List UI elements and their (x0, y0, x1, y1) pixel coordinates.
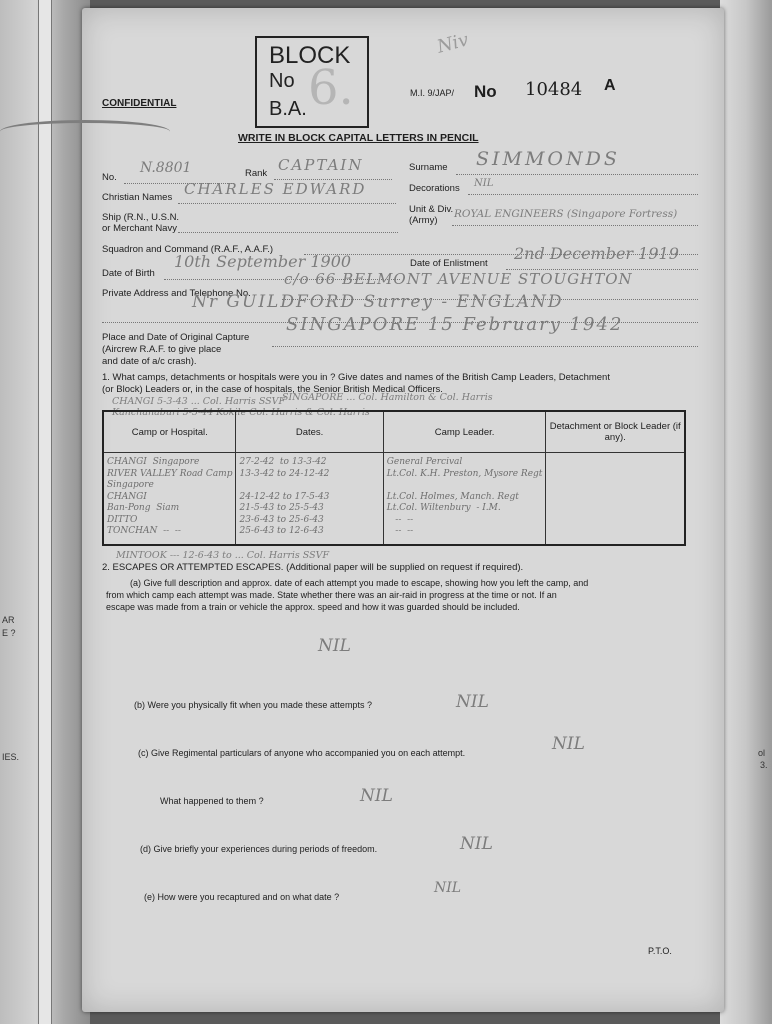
ship-label: Ship (R.N., U.S.N. (102, 212, 180, 223)
address-value: Nr GUILDFORD Surrey - ENGLAND (192, 292, 564, 312)
capture-label: Place and Date of Original Capture (102, 332, 250, 343)
q1-text: 1. What camps, detachments or hospitals were you in ? Give dates and names of the British Camp Leaders, Detachment (102, 372, 610, 383)
decorations-value: NIL (474, 178, 494, 189)
confidential-label: CONFIDENTIAL (102, 98, 177, 109)
q2d-answer: NIL (460, 834, 493, 854)
form-page (82, 8, 724, 1012)
q2b-question: (b) Were you physically fit when you made these attempts ? (134, 700, 372, 710)
capture-label: (Aircrew R.A.F. to give place (102, 344, 222, 355)
q1-hand-note: SINGAPORE ... Col. Hamilton & Col. Harris (282, 392, 493, 403)
instruction-heading: WRITE IN BLOCK CAPITAL LETTERS IN PENCIL (238, 132, 479, 144)
form-suffix: A (604, 77, 616, 94)
block-stamp-line: No (269, 70, 295, 92)
col-header-camp: Camp or Hospital. (103, 411, 236, 453)
pto-label: P.T.O. (648, 946, 672, 956)
table-row (103, 453, 685, 546)
christian-value: CHARLES EDWARD (184, 180, 367, 198)
squadron-label: Squadron and Command (R.A.F., A.A.F.) (102, 244, 274, 255)
q2-title: 2. ESCAPES OR ATTEMPTED ESCAPES. (Additional paper will be supplied on request if required). (102, 562, 524, 573)
block-hand-number: 6. (308, 60, 354, 116)
q2a-text: (a) Give full description and approx. date of each attempt you made to escape, showing how you left the camp, and (130, 578, 589, 588)
unit-value: ROYAL ENGINEERS (Singapore Fortress) (454, 208, 678, 220)
camps-table (102, 410, 686, 546)
surname-line (456, 174, 698, 175)
ref-label: M.I. 9/JAP/ (410, 88, 455, 98)
form-no-label: No (474, 82, 497, 101)
surname-value: SIMMONDS (476, 148, 620, 170)
ship-line (178, 232, 398, 233)
address-label: Private Address and Telephone No. (102, 288, 251, 299)
dob-value: 10th September 1900 (174, 252, 352, 271)
left-edge-text: AR (2, 615, 15, 625)
capture-line (272, 346, 698, 347)
q2e-question: (e) How were you recaptured and on what date ? (144, 892, 340, 902)
q2a-answer: NIL (318, 636, 351, 656)
christian-line (178, 203, 396, 204)
col-header-dates: Dates. (236, 411, 383, 453)
corner-hand-note: Niv (434, 29, 471, 58)
decorations-line (468, 194, 698, 195)
q2c2-question: What happened to them ? (160, 796, 264, 806)
table-header-row (103, 411, 685, 453)
q2b-answer: NIL (456, 692, 489, 712)
col-header-detachment: Detachment or Block Leader (if any). (546, 411, 685, 453)
right-edge-text: 3. (760, 760, 768, 770)
right-edge-text: ol (758, 748, 766, 758)
q1-hand-note: CHANGI 5-3-43 ... Col. Harris SSVF (112, 396, 286, 407)
capture-label: and date of a/c crash). (102, 356, 197, 367)
ship-label: or Merchant Navy (102, 223, 177, 234)
no-label: No. (102, 172, 117, 183)
q2c-question: (c) Give Regimental particulars of anyone who accompanied you on each attempt. (138, 748, 466, 758)
binding-string (0, 120, 170, 143)
q2c-answer: NIL (552, 734, 585, 754)
leader-cell: General Percival Lt.Col. K.H. Preston, Mysore Regt Lt.Col. Holmes, Manch. Regt Lt.Col. Wiltenbury - I.M. -- -- -- -- (386, 457, 543, 536)
q2a-text: from which camp each attempt was made. State whether there was an air-raid in progress at the time or not. If an (106, 590, 557, 600)
form-number: 10484 (525, 79, 583, 100)
q1-text: (or Block) Leaders or, in the case of hospitals, the Senior British Medical Officers. (102, 384, 443, 395)
q2a-text: escape was made from a train or vehicle the approx. speed and how it was guarded should be included. (106, 602, 520, 612)
block-stamp-line: BLOCK (269, 42, 351, 69)
table-hand-note: MINTOOK --- 12-6-43 to ... Col. Harris SSVF (116, 550, 330, 561)
capture-value: SINGAPORE 15 February 1942 (286, 314, 624, 335)
left-edge-text: E ? (2, 628, 16, 638)
dates-cell: 27-2-42 to 13-3-42 13-3-42 to 24-12-42 24-12-42 to 17-5-43 21-5-43 to 25-5-43 23-6-43 to 25-6-43 25-6-43 to 12-6-43 (239, 457, 330, 536)
rank-value: CAPTAIN (278, 156, 364, 174)
surname-label: Surname (409, 162, 448, 173)
dob-label: Date of Birth (102, 268, 155, 279)
q1-hand-note: Kanchanaburi 5-5-44 Kokile Col. Harris & Col. Harris (112, 407, 370, 418)
col-header-leader: Camp Leader. (383, 411, 546, 453)
q2e-answer: NIL (434, 880, 462, 896)
christian-label: Christian Names (102, 192, 173, 203)
rank-label: Rank (245, 168, 268, 179)
camps-cell: CHANGI Singapore RIVER VALLEY Road Camp Singapore CHANGI Ban-Pong Siam DITTO TONCHAN -- -- (107, 457, 233, 536)
decorations-label: Decorations (409, 183, 460, 194)
unit-label: Unit & Div. (409, 204, 454, 215)
q2c2-answer: NIL (360, 786, 393, 806)
enlistment-label: Date of Enlistment (410, 258, 488, 269)
q2d-question: (d) Give briefly your experiences during periods of freedom. (140, 844, 378, 854)
no-value: N.8801 (140, 160, 192, 176)
block-stamp-line: B.A. (269, 98, 307, 120)
binder-spine (38, 0, 52, 1024)
enlistment-value: 2nd December 1919 (514, 244, 679, 263)
unit-label: (Army) (409, 215, 438, 226)
address-value: c/o 66 BELMONT AVENUE STOUGHTON (284, 270, 633, 288)
left-edge-text: IES. (2, 752, 20, 762)
unit-line (452, 225, 698, 226)
right-page-edges (720, 0, 772, 1024)
